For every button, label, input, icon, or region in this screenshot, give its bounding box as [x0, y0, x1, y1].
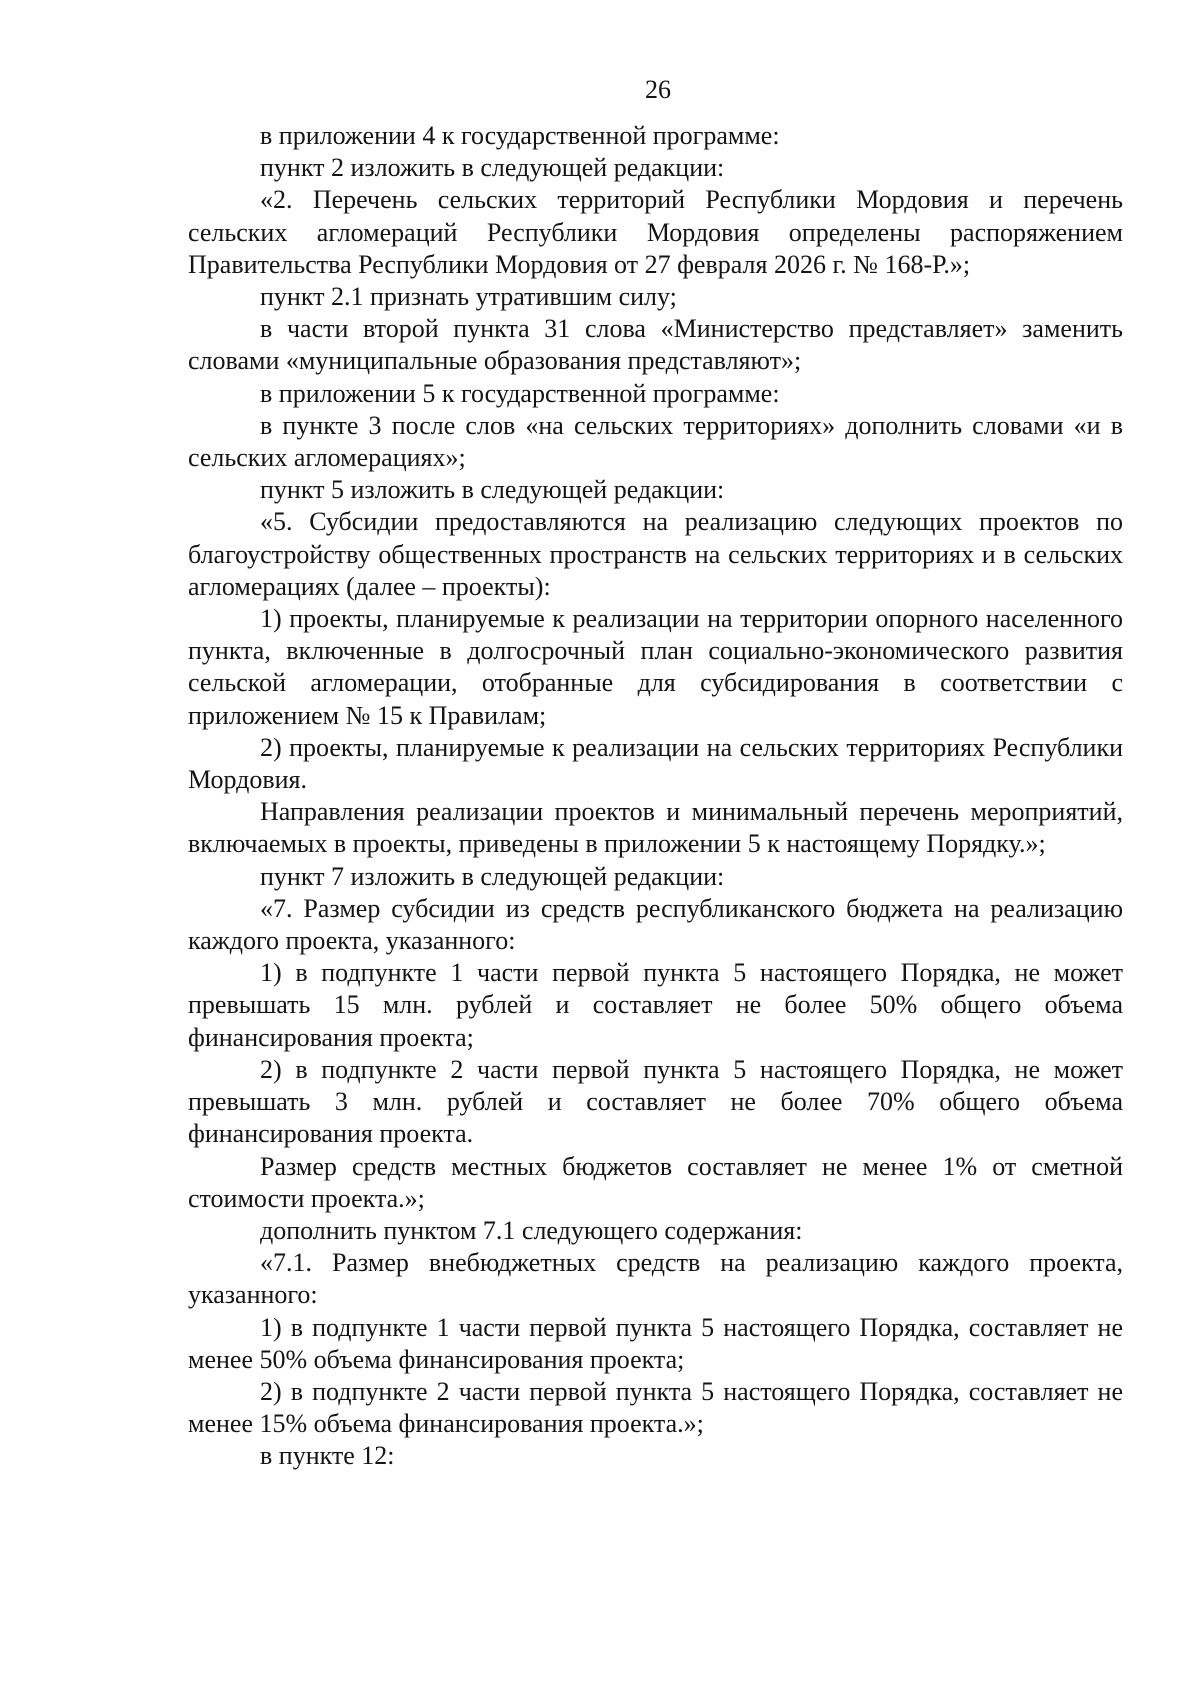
paragraph: Направления реализации проектов и минимальный перечень мероприятий, включаемых в проекты, приведены в приложении 5 к настоящему Порядку.»;	[188, 797, 1123, 859]
page-number: 26	[645, 75, 671, 104]
paragraph: «5. Субсидии предоставляются на реализацию следующих проектов по благоустройству общественных пространств на сельских территориях и в сельских агломерациях (далее – проекты):	[188, 507, 1123, 601]
paragraph: 2) в подпункте 2 части первой пункта 5 настоящего Порядка, составляет не менее 15% объема финансирования проекта.»;	[188, 1376, 1123, 1439]
paragraph: 2) в подпункте 2 части первой пункта 5 настоящего Порядка, не может превышать 3 млн. рублей и составляет не более 70% общего объема финансирования проекта.	[188, 1054, 1123, 1149]
paragraph: пункт 2 изложить в следующей редакции:	[260, 153, 725, 183]
paragraph: 1) проекты, планируемые к реализации на территории опорного населенного пункта, включенные в долгосрочный план социально-экономического развития сельской агломерации, отобранные для субсидирования в соответствии с приложением № 15 к Правилам;	[188, 604, 1123, 730]
paragraph: пункт 5 изложить в следующей редакции:	[260, 475, 725, 505]
paragraph: Размер средств местных бюджетов составляет не менее 1% от сметной стоимости проекта.»;	[188, 1151, 1123, 1213]
paragraph: «7. Размер субсидии из средств республиканского бюджета на реализацию каждого проекта, указанного:	[188, 893, 1123, 956]
paragraph: в приложении 4 к государственной программе:	[260, 121, 780, 150]
paragraph: в части второй пункта 31 слова «Министерство представляет» заменить словами «муниципальные образования представляют»;	[188, 314, 1123, 376]
paragraph: «2. Перечень сельских территорий Республики Мордовия и перечень сельских агломераций Республики Мордовия определены распоряжением Правительства Республики Мордовия от 27 февраля 2026 г. № 168-Р.»;	[188, 185, 1123, 279]
paragraph: в пункте 3 после слов «на сельских территориях» дополнить словами «и в сельских агломерациях»;	[188, 410, 1123, 473]
paragraph: пункт 7 изложить в следующей редакции:	[260, 861, 725, 891]
paragraph: пункт 2.1 признать утратившим силу;	[260, 282, 677, 312]
paragraph: 2) проекты, планируемые к реализации на сельских территориях Республики Мордовия.	[188, 732, 1123, 795]
paragraph: 1) в подпункте 1 части первой пункта 5 настоящего Порядка, составляет не менее 50% объема финансирования проекта;	[188, 1312, 1123, 1374]
document-body	[188, 120, 1123, 1473]
paragraph: дополнить пунктом 7.1 следующего содержания:	[260, 1215, 803, 1245]
paragraph: «7.1. Размер внебюджетных средств на реализацию каждого проекта, указанного:	[188, 1248, 1123, 1310]
paragraph: в приложении 5 к государственной программе:	[260, 378, 780, 408]
paragraph: в пункте 12:	[260, 1441, 395, 1471]
paragraph: 1) в подпункте 1 части первой пункта 5 настоящего Порядка, не может превышать 15 млн. рублей и составляет не более 50% общего объема финансирования проекта;	[188, 958, 1123, 1052]
